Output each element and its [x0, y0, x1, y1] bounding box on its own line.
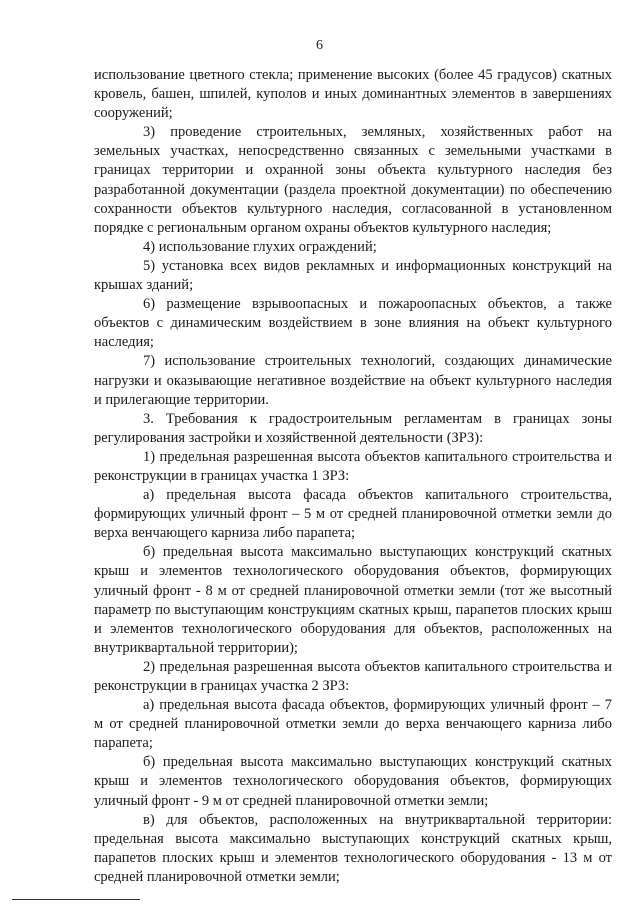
paragraph-continuation: использование цветного стекла; применение высоких (более 45 градусов) скатных кровель, башен, шпилей, куполов и иных доминантных элементов в завершениях сооружений;: [94, 67, 612, 122]
paragraph-zone-2-height: 2) предельная разрешенная высота объектов капитального строительства и реконструкции в границах участка 2 ЗРЗ:: [94, 658, 612, 694]
page-number: 6: [316, 38, 323, 53]
paragraph-zone-1-b: б) предельная высота максимально выступающих конструкций скатных крыш и элементов технологического оборудования объектов, формирующих уличный фронт - 8 м от средней планировочной отметки земли (тот же высотный параметр по выступающим конструкциям скатных крыш, парапетов плоских крыш и элементов технологического оборудования для объектов, расположенных на внутриквартальной территории);: [94, 544, 612, 656]
paragraph-zone-1-height: 1) предельная разрешенная высота объектов капитального строительства и реконструкции в границах участка 1 ЗРЗ:: [94, 448, 612, 484]
paragraph-item-4: 4) использование глухих ограждений;: [143, 238, 377, 255]
paragraph-item-5: 5) установка всех видов рекламных и информационных конструкций на крышах зданий;: [94, 257, 612, 294]
paragraph-zone-1-a: а) предельная высота фасада объектов капитального строительства, формирующих уличный фронт – 5 м от средней планировочной отметки земли до верха венчающего карниза либо парапета;: [94, 487, 612, 542]
paragraph-zone-2-b: б) предельная высота максимально выступающих конструкций скатных крыш и элементов технологического оборудования объектов, формирующих уличный фронт - 9 м от средней планировочной отметки земли;: [94, 754, 612, 809]
paragraph-item-6: 6) размещение взрывоопасных и пожароопасных объектов, а также объектов с динамическим воздействием в зоне влияния на объект культурного наследия;: [94, 296, 612, 351]
paragraph-item-7: 7) использование строительных технологий, создающих динамические нагрузки и оказывающие негативное воздействие на объект культурного наследия и прилегающие территории.: [94, 353, 612, 408]
paragraph-item-3: 3) проведение строительных, земляных, хозяйственных работ на земельных участках, непосредственно связанных с земельными участками в границах территории и охранной зоны объекта культурного наследия без разработанной документации (раздела проектной документации) по обеспечению сохранности объектов культурного наследия, согласованной в установленном порядке с региональным органом охраны объектов культурного наследия;: [94, 124, 612, 236]
paragraph-zone-2-c: в) для объектов, расположенных на внутриквартальной территории: предельная высота максимально выступающих конструкций скатных крыш, парапетов плоских крыш и элементов технологического оборудования - 13 м от средней планировочной отметки земли;: [94, 811, 612, 885]
document-body: [94, 66, 612, 887]
footer-divider: [12, 899, 140, 900]
paragraph-zone-2-a: а) предельная высота фасада объектов, формирующих уличный фронт – 7 м от средней планировочной отметки земли до верха венчающего карниза либо парапета;: [94, 697, 612, 752]
section-3-heading: 3. Требования к градостроительным регламентам в границах зоны регулирования застройки и хозяйственной деятельности (ЗРЗ):: [94, 410, 612, 446]
